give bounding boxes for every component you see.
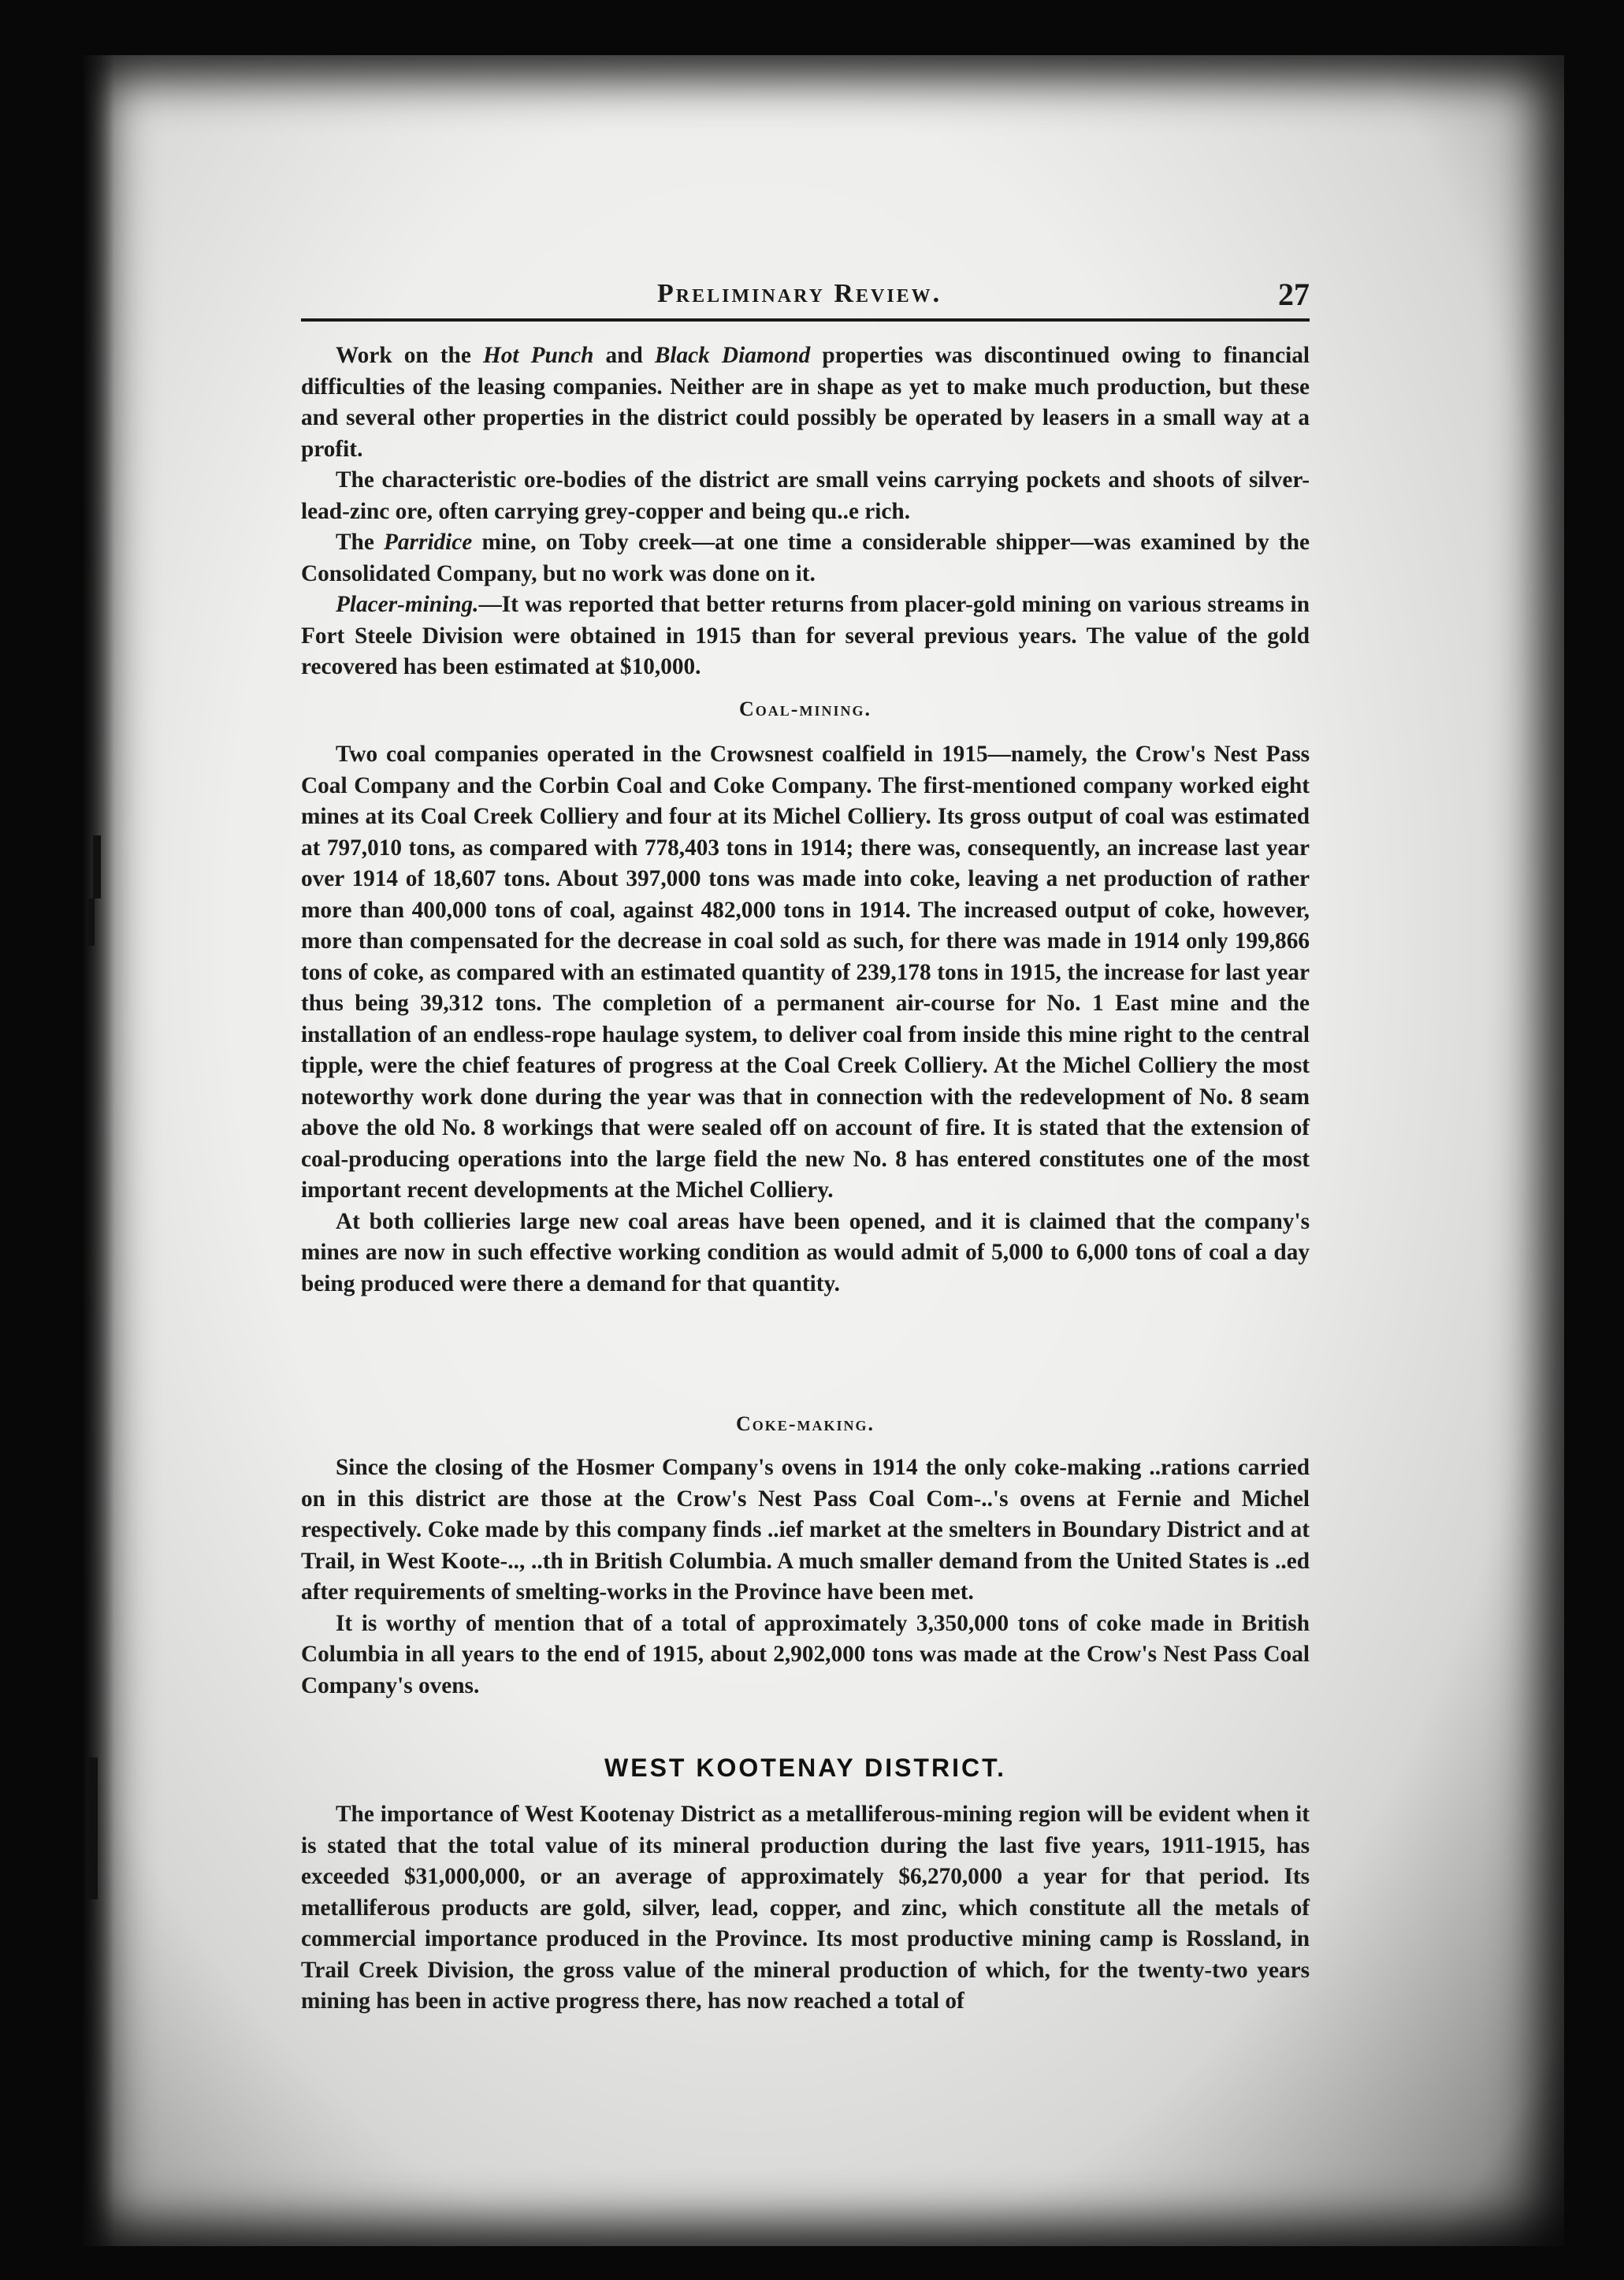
west-kootenay-text: [301, 1799, 1310, 2018]
coke-making-text: [301, 1452, 1310, 1702]
coal-mining-text: [301, 739, 1310, 1300]
section-heading-coal-mining: Coal-mining.: [739, 697, 871, 720]
paragraph: It is worthy of mention that of a total of approximately 3,350,000 tons of coke made in British Columbia in all years to the end of 1915, about 2,902,000 tons was made at the Crow's Nest Pass Coal Company's ovens.: [301, 1610, 1310, 1698]
running-title: Preliminary Review.: [657, 279, 942, 308]
running-head: [301, 274, 1310, 323]
header-rule: [301, 318, 1310, 322]
paragraph: Work on the Hot Punch and Black Diamond properties was discontinued owing to financial difficulties of the leasing companies. Neither are in shape as yet to make much production, but these and several other properties in the district could possibly be operated by leasers in a small way at a profit.: [301, 343, 1310, 462]
section-heading-west-kootenay: WEST KOOTENAY DISTRICT.: [604, 1754, 1006, 1782]
page-number: 27: [1278, 277, 1310, 312]
section-heading-coke-making: Coke-making.: [736, 1412, 875, 1435]
paragraph: The characteristic ore-bodies of the district are small veins carrying pockets and shoots of silver-lead-zinc ore, often carrying grey-copper and being qu..e rich.: [301, 467, 1310, 524]
fort-steele-text: [301, 340, 1310, 683]
margin-mark: [88, 898, 95, 946]
margin-mark: [88, 1757, 98, 1899]
paragraph: The importance of West Kootenay District as a metalliferous-mining region will be evident when it is stated that the total value of its mineral production during the last five years, 1911-1915, has exceeded $31,000,000, or an average of approximately $6,270,000 a year for that period. Its metalliferous products are gold, silver, lead, copper, and zinc, which constitute all the metals of commercial importance produced in the Province. Its most productive mining camp is Rossland, in Trail Creek Division, the gross value of the mineral production of which, for the twenty-two years mining has been in active progress there, has now reached a total of: [301, 1802, 1310, 2014]
paragraph: Placer-mining.—It was reported that better returns from placer-gold mining on various streams in Fort Steele Division were obtained in 1915 than for several previous years. The value of the gold recovered has been estimated at $10,000.: [301, 592, 1310, 679]
paragraph: The Parridice mine, on Toby creek—at one time a considerable shipper—was examined by the Consolidated Company, but no work was done on it.: [301, 530, 1310, 586]
paragraph: Since the closing of the Hosmer Company's ovens in 1914 the only coke-making ..rations carried on in this district are those at the Crow's Nest Pass Coal Com-..'s ovens at Fernie and Michel respectively. Coke made by this company finds ..ief market at the smelters in Boundary District and at Trail, in West Koote-.., ..th in British Columbia. A much smaller demand from the United States is ..ed after requirements of smelting-works in the Province have been met.: [301, 1455, 1310, 1605]
paragraph: Two coal companies operated in the Crowsnest coalfield in 1915—namely, the Crow's Nest Pass Coal Company and the Corbin Coal and Coke Company. The first-mentioned company worked eight mines at its Coal Creek Colliery and four at its Michel Colliery. Its gross output of coal was estimated at 797,010 tons, as compared with 778,403 tons in 1914; there was, consequently, an increase last year over 1914 of 18,607 tons. About 397,000 tons was made into coke, leaving a net production of rather more than 400,000 tons of coal, against 482,000 tons in 1914. The increased output of coke, however, more than compensated for the decrease in coal sold as such, for there was made in 1914 only 199,866 tons of coke, as compared with an estimated quantity of 239,178 tons in 1915, the increase for last year thus being 39,312 tons. The completion of a permanent air-course for No. 1 East mine and the installation of an endless-rope haulage system, to deliver coal from inside this mine right to the central tipple, were the chief features of progress at the Coal Creek Colliery. At the Michel Colliery the most noteworthy work done during the year was that in connection with the redevelopment of No. 8 seam above the old No. 8 workings that were sealed off on account of fire. It is stated that the extension of coal-producing operations into the large field the new No. 8 has entered constitutes one of the most important recent developments at the Michel Colliery.: [301, 742, 1310, 1203]
paragraph: At both collieries large new coal areas have been opened, and it is claimed that the company's mines are now in such effective working condition as would admit of 5,000 to 6,000 tons of coal a day being produced were there a demand for that quantity.: [301, 1208, 1310, 1296]
margin-mark: [93, 835, 101, 898]
binding-shadow: [83, 55, 114, 2246]
